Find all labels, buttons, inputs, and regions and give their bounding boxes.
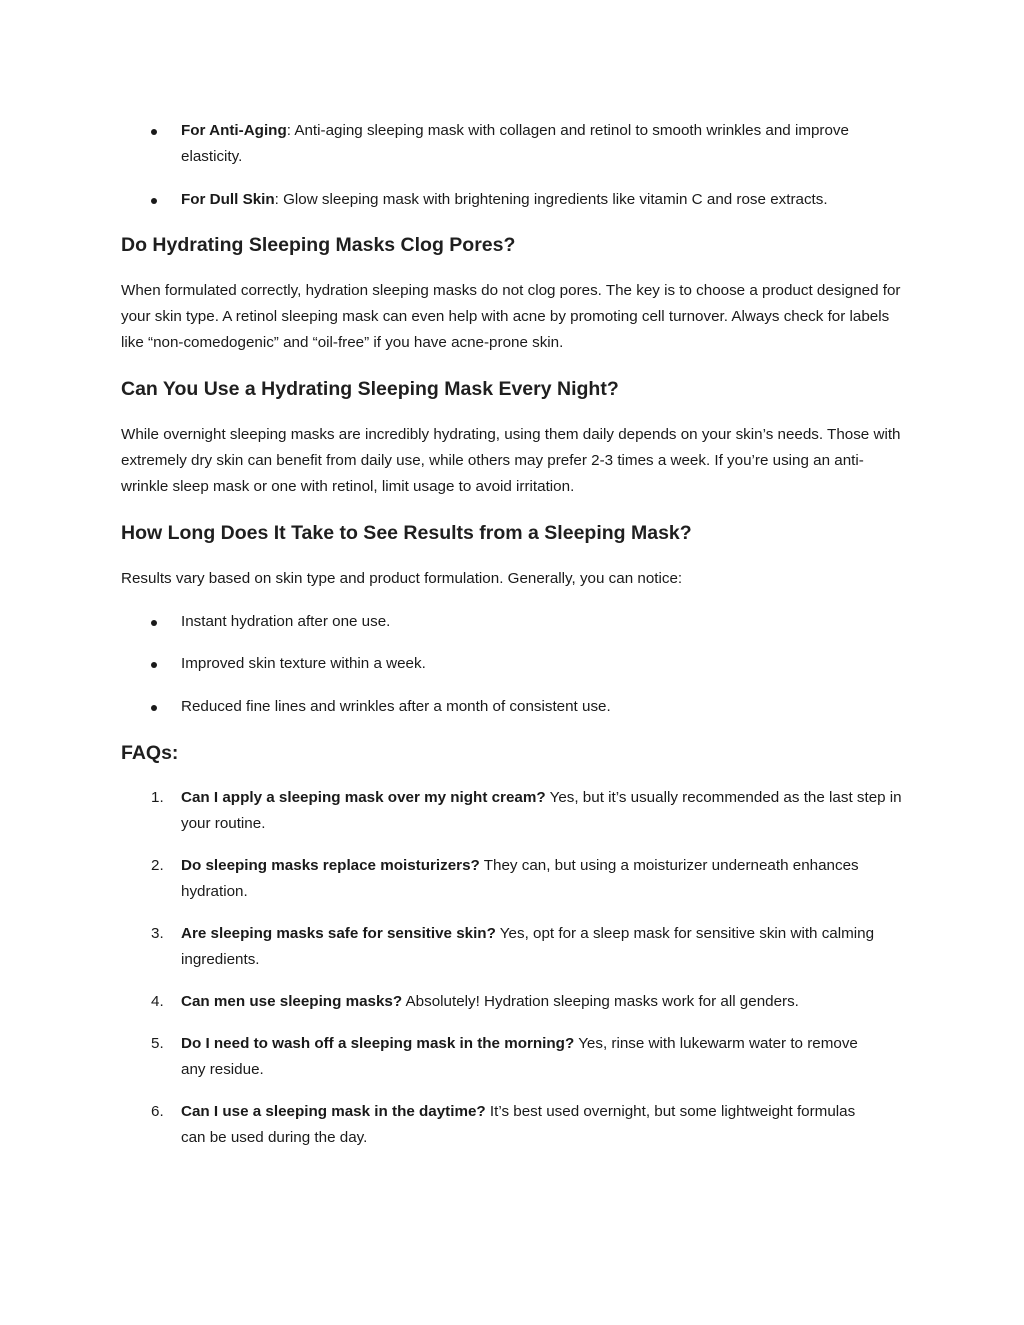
list-item: [121, 651, 911, 677]
faq-item: [121, 989, 911, 1015]
faq-question: Do I need to wash off a sleeping mask in the morning?: [181, 1035, 575, 1052]
faq-number: 5.: [151, 1035, 164, 1052]
section-paragraph: When formulated correctly, hydration sleeping masks do not clog pores. The key is to choose a product designed for your skin type. A retinol sleeping mask can even help with acne by promoting cell turnover. Always check for labels like “non-comedogenic” and “oil-free” if you have acne-prone skin.: [121, 282, 901, 351]
list-item: [121, 118, 881, 170]
faq-answer: Yes, rinse with lukewarm water to remove any residue.: [181, 1035, 858, 1078]
list-item: [121, 694, 911, 720]
list-item: [121, 609, 911, 635]
faq-answer: It’s best used overnight, but some lightweight formulas can be used during the day.: [181, 1103, 856, 1146]
section-heading: Do Hydrating Sleeping Masks Clog Pores?: [121, 234, 516, 256]
faq-item: [121, 1031, 881, 1083]
bullet-icon: [151, 694, 175, 720]
list-item-label: For Anti-Aging: [181, 122, 287, 139]
faq-answer: Yes, but it’s usually recommended as the last step in your routine.: [181, 789, 902, 832]
faq-answer: Yes, opt for a sleep mask for sensitive skin with calming ingredients.: [181, 925, 875, 968]
section-heading: Can You Use a Hydrating Sleeping Mask Every Night?: [121, 378, 619, 400]
faq-question: Are sleeping masks safe for sensitive skin?: [181, 925, 496, 942]
faq-question: Do sleeping masks replace moisturizers?: [181, 857, 480, 874]
faq-question: Can I use a sleeping mask in the daytime?: [181, 1103, 486, 1120]
faq-number: 2.: [151, 857, 164, 874]
faq-answer: Absolutely! Hydration sleeping masks work for all genders.: [402, 993, 799, 1010]
faq-item: [121, 785, 911, 837]
list-item: [121, 187, 971, 213]
faq-question: Can men use sleeping masks?: [181, 993, 403, 1010]
bullet-icon: [151, 609, 175, 635]
list-item-text: Instant hydration after one use.: [181, 613, 391, 630]
bullet-icon: [151, 118, 175, 144]
section-paragraph: Results vary based on skin type and product formulation. Generally, you can notice:: [121, 570, 683, 587]
faq-question: Can I apply a sleeping mask over my night cream?: [181, 789, 546, 806]
list-item-text: Improved skin texture within a week.: [181, 655, 426, 672]
faq-answer: They can, but using a moisturizer underneath enhances hydration.: [181, 857, 859, 900]
list-item-text: Reduced fine lines and wrinkles after a month of consistent use.: [181, 698, 611, 715]
faq-list: [121, 785, 911, 1151]
faq-item: [121, 921, 881, 973]
faq-number: 6.: [151, 1103, 164, 1120]
faq-item: [121, 1099, 881, 1151]
skin-type-bullet-list: [121, 118, 911, 213]
faq-number: 1.: [151, 789, 164, 806]
list-item-text: : Glow sleeping mask with brightening ingredients like vitamin C and rose extracts.: [274, 191, 828, 208]
results-bullet-list: [121, 609, 911, 720]
faq-number: 3.: [151, 925, 164, 942]
bullet-icon: [151, 187, 175, 213]
list-item-label: For Dull Skin: [181, 191, 275, 208]
faqs-heading: FAQs:: [121, 742, 179, 764]
faq-item: [121, 853, 881, 905]
bullet-icon: [151, 651, 175, 677]
list-item-text: : Anti-aging sleeping mask with collagen and retinol to smooth wrinkles and improve elasticity.: [181, 122, 849, 165]
faq-number: 4.: [151, 993, 164, 1010]
document-page: [121, 118, 911, 1151]
section-paragraph: While overnight sleeping masks are incredibly hydrating, using them daily depends on your skin’s needs. Those with extremely dry skin can benefit from daily use, while others may prefer 2-3 times a week. If you’re using an anti-wrinkle sleep mask or one with retinol, limit usage to avoid irritation.: [121, 426, 901, 495]
section-heading: How Long Does It Take to See Results from a Sleeping Mask?: [121, 522, 692, 544]
